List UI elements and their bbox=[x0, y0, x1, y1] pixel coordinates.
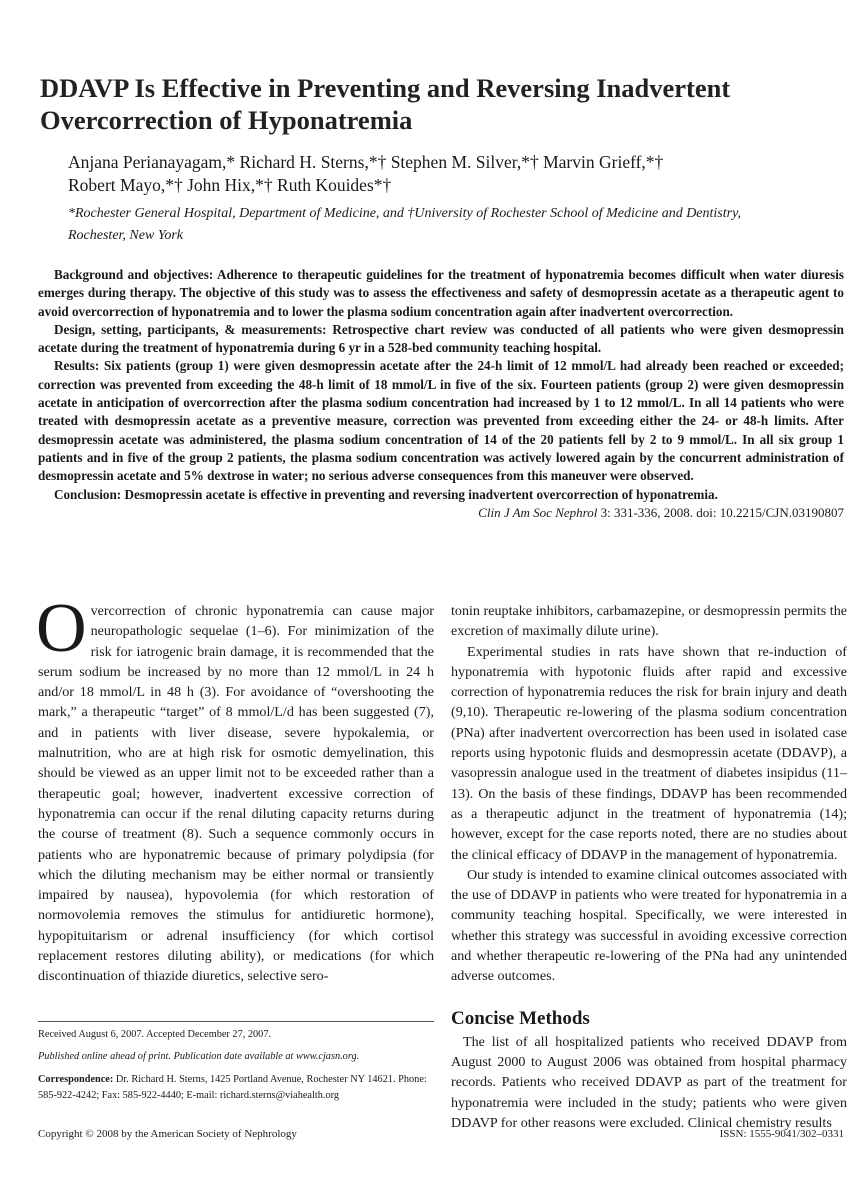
drop-cap: O bbox=[36, 590, 87, 667]
citation-details: 3: 331-336, 2008. doi: 10.2215/CJN.03190807 bbox=[597, 504, 844, 520]
study-aim-paragraph: Our study is intended to examine clinical outcomes associated with the use of DDAVP in patients who were treated for hyponatremia in a community teaching hospital. Specifically, we were interested in whether this strategy was successful in avoiding excessive correction and whether therapeutic re-lowering of the PNa had any unintended adverse outcomes. bbox=[451, 866, 847, 985]
experimental-paragraph: Experimental studies in rats have shown that re-induction of hyponatremia with hypotonic fluids after rapid and excessive correction of hyponatremia reduces the risk for brain injury and death (9,10). Therapeutic re-lowering of the plasma sodium concentration (PNa) after inadvertent overcorrection has been used in isolated case reports using hypotonic fluids and desmopressin acetate (DDAVP), a vasopressin analogue used in the treatment of diabetes insipidus (11–13). On the basis of these findings, DDAVP has been recommended as a therapeutic adjunct in the treatment of hyponatremia (14); however, except for the case reports noted, there are no studies about the clinical efficacy of DDAVP in the management of hyponatremia. bbox=[451, 643, 847, 863]
received-note: Received August 6, 2007. Accepted December 27, 2007. bbox=[38, 1029, 272, 1040]
abstract-results: Results: Six patients (group 1) were given desmopressin acetate after the 24-h limit of 12 mmol/L had already been reached or exceeded; correction was prevented from exceeding the 48-h limit of 18 mmol/L in five of the six. Fourteen patients (group 2) were given desmopressin acetate in anticipation of overcorrection after the plasma sodium concentration had increased by 1 to 12 mmol/L. In all 14 patients who were treated with desmopressin acetate as a preventive measure, correction was prevented from exceeding either the 24- or 48-h limits. After desmopressin acetate was administered, the plasma sodium concentration of 14 of the 20 patients fell by 2 to 9 mmol/L. In all six group 1 patients and in five of the group 2 patients, the plasma sodium concentration was actively lowered again by the concurrent administration of desmopressin acetate and 5% dextrose in water; no serious adverse consequences from this maneuver were observed. bbox=[38, 358, 844, 484]
published-note: Published online ahead of print. Publication date available at www.cjasn.org. bbox=[38, 1051, 360, 1062]
intro-paragraph bbox=[36, 590, 434, 987]
citation bbox=[38, 504, 844, 522]
author-line-2: Robert Mayo,*† John Hix,*† Ruth Kouides*† bbox=[68, 175, 392, 195]
affiliation-line-2: Rochester, New York bbox=[68, 228, 183, 243]
abstract bbox=[38, 266, 844, 522]
correspondence-label: Correspondence: bbox=[38, 1074, 114, 1085]
abstract-design: Design, setting, participants, & measurements: Retrospective chart review was conducted of all patients who were given desmopressin acetate during the treatment of hyponatremia during 6 yr in a 528-bed community teaching hospital. bbox=[38, 321, 844, 356]
author-list bbox=[68, 151, 858, 197]
author-line-1: Anjana Perianayagam,* Richard H. Sterns,*† Stephen M. Silver,*† Marvin Grieff,*† bbox=[68, 152, 664, 172]
methods-heading: Concise Methods bbox=[451, 1007, 590, 1029]
body-column-right bbox=[451, 601, 847, 1133]
body-column-left bbox=[36, 590, 434, 987]
footnote-divider bbox=[38, 1021, 434, 1022]
affiliations bbox=[68, 203, 858, 247]
article-title: DDAVP Is Effective in Preventing and Reversing Inadvertent Overcorrection of Hyponatremia bbox=[40, 73, 731, 135]
correspondence-note bbox=[38, 1072, 434, 1103]
citation-journal: Clin J Am Soc Nephrol bbox=[478, 504, 598, 520]
abstract-background: Background and objectives: Adherence to therapeutic guidelines for the treatment of hyponatremia becomes difficult when water diuresis emerges during therapy. The objective of this study was to assess the effectiveness and safety of desmopressin acetate as a therapeutic agent to avoid overcorrection of hyponatremia and to lower the plasma sodium concentration again after inadvertent overcorrection. bbox=[38, 267, 844, 319]
copyright: Copyright © 2008 by the American Society of Nephrology bbox=[38, 1128, 297, 1140]
affiliation-line-1: *Rochester General Hospital, Department of Medicine, and †University of Rochester School of Medicine and Dentistry, bbox=[68, 206, 742, 221]
issn: ISSN: 1555-9041/302–0331 bbox=[719, 1128, 844, 1140]
abstract-conclusion: Conclusion: Desmopressin acetate is effective in preventing and reversing inadvertent overcorrection of hyponatremia. bbox=[54, 486, 718, 502]
intro-text: vercorrection of chronic hyponatremia can cause major neuropathologic sequelae (1–6). For minimization of the risk for iatrogenic brain damage, it is recommended that the serum sodium be increased by no more than 12 mmol/L in 24 h and/or 18 mmol/L in 48 h (3). For avoidance of “overshooting the mark,” a therapeutic “target” of 8 mmol/L/d has been suggested (7), and in patients with liver disease, severe hypokalemia, or malnutrition, who are at high risk for osmotic demyelination, this should be viewed as an upper limit not to be exceeded rather than a therapeutic goal; however, inadvertent excessive correction of hyponatremia can occur if the renal diluting capacity returns during the course of treatment (8). Such a sequence commonly occurs in patients who are hyponatremic because of primary polydipsia (for which the diluting mechanism may be either normal or transiently impaired by nausea), hypovolemia (for which restoration of normovolemia removes the stimulus for antidiuretic hormone), hypopituitarism or adrenal insufficiency (for which cortisol replacement restores diluting ability), or medications (for which discontinuation of thiazide diuretics, selective sero- bbox=[38, 603, 434, 985]
intro-continuation: tonin reuptake inhibitors, carbamazepine, or desmopressin permits the excretion of maximally dilute urine). bbox=[451, 603, 847, 640]
methods-paragraph: The list of all hospitalized patients who received DDAVP from August 2000 to August 2006 was obtained from hospital pharmacy records. Patients who received DDAVP as part of the treatment for hyponatremia were included in the study; patients who were given DDAVP for other reasons were excluded. Clinical chemistry results bbox=[451, 1033, 847, 1131]
correspondence-text: Dr. Richard H. Sterns, 1425 Portland Avenue, Rochester NY 14621. Phone: 585-922-4242; Fax: 585-922-4440; E-mail: richard.sterns@viahealth.org bbox=[38, 1074, 427, 1101]
